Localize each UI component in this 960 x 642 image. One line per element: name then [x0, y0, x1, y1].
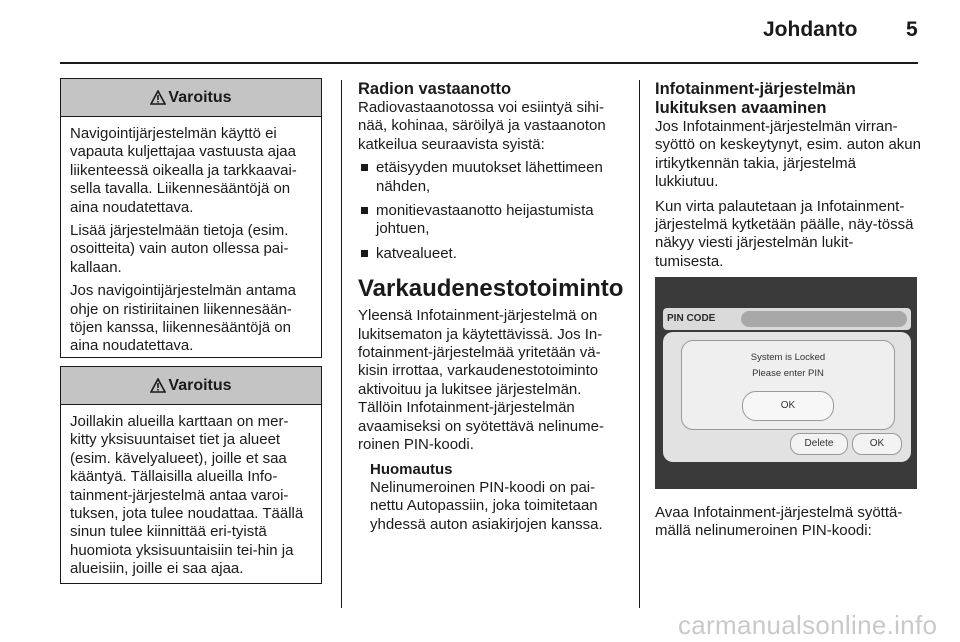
note-block: [370, 461, 623, 535]
note-body: Nelinumeroinen PIN-koodi on pai-nettu Autopassiin, joka toimitetaan yhdessä auton asiakirjojen kanssa.: [370, 478, 603, 533]
page-header-title: Johdanto: [763, 18, 858, 41]
list-item: monitievastaanotto heijastumista johtuen,: [358, 202, 623, 239]
unlock-para2: Kun virta palautetaan ja Infotainment-järjestelmä kytketään päälle, näy-tössä näkyy viesti järjestelmän lukit-tumisesta.: [655, 197, 914, 270]
dialog-ok-button: OK: [742, 391, 834, 421]
middle-column: [358, 80, 623, 534]
pin-code-label: PIN CODE: [667, 313, 716, 324]
locked-dialog: [681, 340, 895, 430]
radio-heading: Radion vastaanotto: [358, 80, 512, 98]
header-rule: [60, 62, 918, 64]
warning-paragraph: Lisää järjestelmään tietoja (esim. osoitteita) vain auton ollessa pai-kallaan.: [70, 222, 289, 276]
bullet-square-icon: [361, 250, 368, 257]
unlock-para1: Jos Infotainment-järjestelmän virran-syöttö on keskeytynyt, esim. auton akun irtikytkennän takia, järjestelmä lukkiutuu.: [655, 118, 921, 191]
warning-title: Varoitus: [168, 88, 232, 106]
warning-header: [61, 367, 321, 405]
pin-code-screen-image: [655, 277, 917, 489]
column-divider-right: [639, 80, 640, 608]
theft-heading: Varkaudenestotoiminto: [358, 275, 624, 303]
pin-input-field: [741, 311, 907, 327]
page-number: 5: [906, 18, 918, 41]
radio-bullet-list: [358, 159, 623, 263]
unlock-heading: Infotainment-järjestelmän lukituksen avaaminen: [655, 80, 856, 117]
warning-header: [61, 79, 321, 117]
column-divider-left: [341, 80, 342, 608]
locked-message: System is Locked: [750, 352, 826, 363]
delete-button: Delete: [790, 433, 848, 455]
list-item: katvealueet.: [358, 245, 623, 263]
warning-triangle-icon: [150, 90, 166, 105]
bullet-square-icon: [361, 207, 368, 214]
bullet-square-icon: [361, 164, 368, 171]
theft-body: Yleensä Infotainment-järjestelmä on lukitsematon ja käytettävissä. Jos In-fotainment-järjestelmää yritetään vä-kisin irrottaa, varkaudenestotoiminto aktivoituu ja lukitsee järjestelmän. Tällöin Infotainment-järjestelmän avaamiseksi on syötettävä nelinume-roinen PIN-koodi.: [358, 307, 604, 454]
warning-title: Varoitus: [168, 376, 232, 394]
warning-paragraph: Jos navigointijärjestelmän antama ohje on ristiriitainen liikennesään-töjen kanssa, liikennesääntöjä on aina noudatettava.: [70, 282, 296, 355]
list-item: etäisyyden muutokset lähettimeen nähden,: [358, 159, 623, 196]
ok-button: OK: [852, 433, 902, 455]
unlock-para3: Avaa Infotainment-järjestelmä syöttä-mällä nelinumeroinen PIN-koodi:: [655, 504, 903, 540]
warning-box-one-way: [60, 366, 322, 584]
radio-intro: Radiovastaanotossa voi esiintyä sihi-nää, kohinaa, säröilyä ja vastaanoton katkeilua seuraavista syistä:: [358, 99, 606, 153]
right-column: [655, 80, 921, 271]
warning-paragraph: Joillakin alueilla karttaan on mer-kitty yksisuuntaiset tiet ja alueet (esim. kävelyalueet), joille et saa kääntyä. Tällaisilla alueilla Info-tainment-järjestelmä antaa varoi-tuksen, jota tulee noudattaa. Täällä sinun tulee kiinnittää eri-tyistä huomiota yksisuuntaisiin tei-hin ja alueisiin, joille ei saa ajaa.: [70, 413, 304, 578]
warning-box-navigation: [60, 78, 322, 358]
warning-paragraph: Navigointijärjestelmän käyttö ei vapauta kuljettajaa vastuusta ajaa liikenteessä oikealla ja tarkkaavai-sella tavalla. Liikennesääntöjä on aina noudatettava.: [70, 125, 297, 216]
warning-triangle-icon: [150, 378, 166, 393]
watermark: carmanualsonline.info: [678, 610, 938, 640]
enter-pin-message: Please enter PIN: [752, 368, 824, 379]
unlock-para3-block: [655, 504, 923, 541]
note-title: Huomautus: [370, 460, 453, 478]
